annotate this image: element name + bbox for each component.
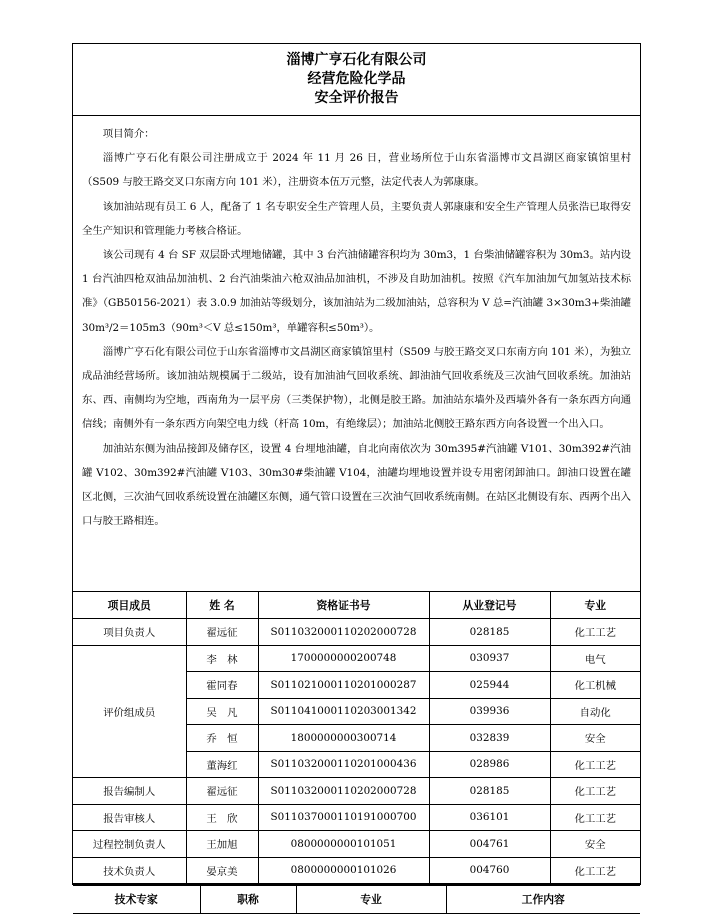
member-reg: 004761: [429, 831, 550, 858]
member-reg: 036101: [429, 804, 550, 831]
member-major: 化工工艺: [550, 751, 640, 778]
report-frame: [72, 43, 641, 906]
intro-paragraph: 淄博广亨石化有限公司注册成立于 2024 年 11 月 26 日，营业场所位于山东省淄博市文昌湖区商家镇馆里村（S509 与胶王路交叉口东南方向 101 米），注册资本伍万元整，法定代表人为郭康康。: [82, 152, 631, 189]
member-reg: 039936: [429, 698, 550, 725]
member-role: 评价组成员: [73, 645, 186, 778]
intro-paragraph: 该加油站现有员工 6 人，配备了 1 名专职安全生产管理人员，主要负责人郭康康和安全生产管理人员张浩已取得安全生产知识和管理能力考核合格证。: [82, 200, 631, 237]
member-cert: 0800000000101051: [258, 831, 429, 858]
member-name: 李 林: [186, 645, 258, 672]
member-major: 化工工艺: [550, 619, 640, 646]
member-major: 安全: [550, 725, 640, 752]
intro-paragraph: 加油站东侧为油品接卸及储存区，设置 4 台埋地油罐，自北向南依次为 30m395#汽油罐 V101、30m392#汽油罐 V102、30m392#汽油罐 V103、30m30#柴油罐 V104，油罐均埋地设置并设专用密闭卸油口。卸油口设置在罐区北侧，三次油气回收系统设置在油罐区东侧，通气管口设置在三次油气回收系统南侧。在站区北侧设有东、西两个出入口与胶王路相连。: [82, 442, 631, 528]
header-cert: 资格证书号: [258, 592, 429, 619]
member-major: 化工工艺: [550, 857, 640, 884]
member-cert: 1700000000200748: [258, 645, 429, 672]
member-major: 化工工艺: [550, 804, 640, 831]
header-reg: 从业登记号: [429, 592, 550, 619]
member-major: 自动化: [550, 698, 640, 725]
table-header-row: [73, 592, 640, 619]
member-reg: 032839: [429, 725, 550, 752]
table-row: [73, 778, 640, 805]
report-subtitle: 经营危险化学品: [307, 71, 406, 87]
table-row: [73, 857, 640, 884]
header-name: 姓 名: [186, 592, 258, 619]
header-title: 职称: [200, 885, 296, 913]
company-name: 淄博广亨石化有限公司: [286, 52, 427, 68]
technical-experts-table: [73, 884, 640, 914]
intro-heading: 项目简介：: [102, 128, 155, 140]
member-reg: 028986: [429, 751, 550, 778]
header-expert: 技术专家: [73, 885, 200, 913]
intro-paragraph: 淄博广亨石化有限公司位于山东省淄博市文昌湖区商家镇馆里村（S509 与胶王路交叉口东南方向 101 米），为独立成品油经营场所。该加油站规模属于二级站，设有加油油气回收系统、卸油油气回收系统及三次油气回收系统。加油站东、西、南侧均为空地，西南角为一层平房（三类保护物），北侧是胶王路。加油站东墙外及西墙外各有一条东西方向通信线；南侧外有一条东西方向架空电力线（杆高 10m，有绝缘层）；加油站北侧胶王路东西方向各设置一个出入口。: [82, 345, 631, 431]
table-row: [73, 619, 640, 646]
member-name: 王 欣: [186, 804, 258, 831]
header-specialty: 专业: [296, 885, 446, 913]
table-row: [73, 645, 640, 672]
member-major: 化工工艺: [550, 778, 640, 805]
member-name: 董海红: [186, 751, 258, 778]
header-major: 专业: [550, 592, 640, 619]
header-work: 工作内容: [446, 885, 640, 913]
report-title: 安全评价报告: [314, 90, 399, 106]
member-cert: 1800000000300714: [258, 725, 429, 752]
member-major: 安全: [550, 831, 640, 858]
project-intro: [73, 116, 640, 592]
table-header-row: [73, 885, 640, 913]
member-role: 过程控制负责人: [73, 831, 186, 858]
member-name: 翟远征: [186, 778, 258, 805]
member-cert: S011037000110191000700: [258, 804, 429, 831]
member-name: 霍同春: [186, 672, 258, 699]
member-cert: S011032000110202000728: [258, 778, 429, 805]
member-role: 报告编制人: [73, 778, 186, 805]
member-role: 项目负责人: [73, 619, 186, 646]
member-cert: 0800000000101026: [258, 857, 429, 884]
table-row: [73, 831, 640, 858]
member-reg: 030937: [429, 645, 550, 672]
member-major: 化工机械: [550, 672, 640, 699]
member-cert: S011041000110203001342: [258, 698, 429, 725]
member-name: 乔 恒: [186, 725, 258, 752]
member-name: 翟远征: [186, 619, 258, 646]
member-reg: 028185: [429, 619, 550, 646]
project-members-table: [73, 592, 640, 884]
intro-paragraph: 该公司现有 4 台 SF 双层卧式埋地储罐，其中 3 台汽油储罐容积均为 30m3，1 台柴油储罐容积为 30m3。站内设 1 台汽油四枪双油品加油机、2 台汽油柴油六枪双油品加油机，不涉及自助加油机。按照《汽车加油加气加氢站技术标准》（GB50156-2021）表 3.0.9 加油站等级划分，该加油站为二级加油站，总容积为 V 总=汽油罐 3×30m3+柴油罐 30m³/2＝105m3（90m³＜V 总≤150m³，单罐容积≤50m³）。: [82, 249, 631, 334]
member-reg: 028185: [429, 778, 550, 805]
member-cert: S011021000110201000287: [258, 672, 429, 699]
member-role: 技术负责人: [73, 857, 186, 884]
table-row: [73, 804, 640, 831]
report-title-block: [73, 44, 640, 116]
member-name: 晏京美: [186, 857, 258, 884]
member-name: 王加旭: [186, 831, 258, 858]
member-role: 报告审核人: [73, 804, 186, 831]
member-cert: S011032000110202000728: [258, 619, 429, 646]
member-major: 电气: [550, 645, 640, 672]
member-cert: S011032000110201000436: [258, 751, 429, 778]
header-role: 项目成员: [73, 592, 186, 619]
member-reg: 004760: [429, 857, 550, 884]
member-name: 吴 凡: [186, 698, 258, 725]
member-reg: 025944: [429, 672, 550, 699]
